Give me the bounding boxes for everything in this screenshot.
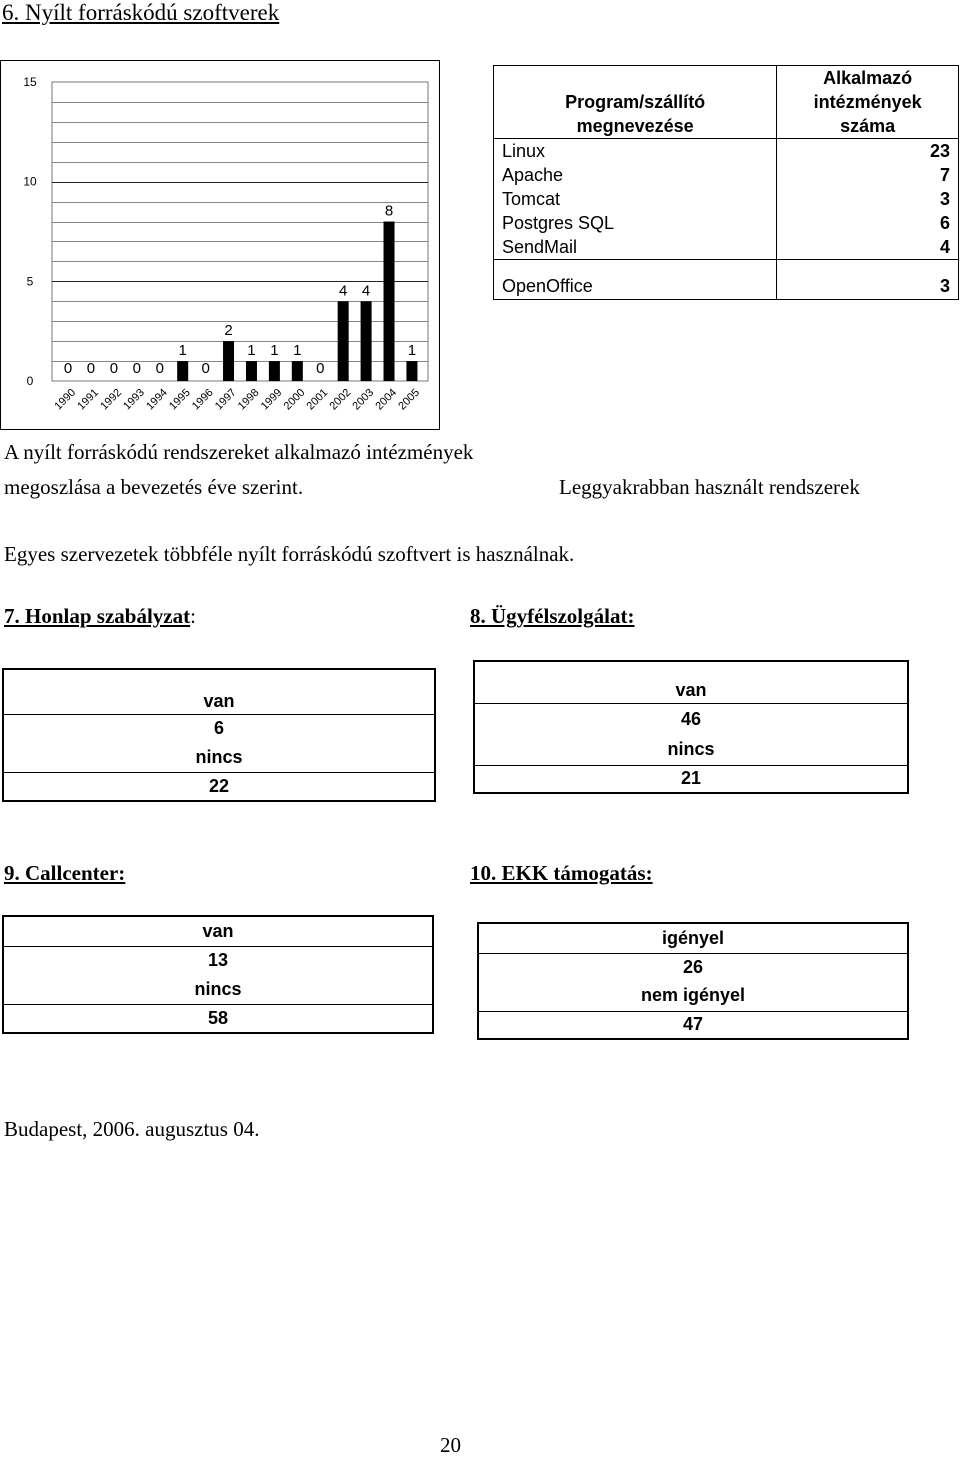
cell-label: van bbox=[203, 690, 235, 711]
x-tick-label: 1994 bbox=[144, 386, 170, 413]
bar-chart bbox=[0, 60, 440, 430]
data-label: 0 bbox=[109, 360, 119, 377]
data-label: 1 bbox=[247, 342, 256, 360]
cell-value: 6 bbox=[3, 714, 435, 743]
section-6-title: 6. Nyílt forráskódú szoftverek bbox=[2, 0, 280, 25]
x-tick-label: 1990 bbox=[52, 386, 79, 413]
x-tick-label: 2002 bbox=[327, 386, 354, 413]
row-count: 3 bbox=[777, 260, 959, 300]
section-10-table bbox=[477, 922, 909, 1040]
y-tick-label: 5 bbox=[26, 274, 34, 289]
row-name: OpenOffice bbox=[494, 260, 777, 300]
bar bbox=[384, 222, 395, 381]
data-label: 1 bbox=[407, 342, 417, 360]
data-label: 1 bbox=[293, 342, 302, 360]
cell-value: 21 bbox=[474, 765, 908, 793]
data-label: 8 bbox=[384, 202, 394, 220]
row-name: Apache bbox=[502, 164, 564, 185]
data-label: 0 bbox=[316, 360, 325, 377]
program-table bbox=[493, 65, 959, 300]
y-tick-label: 0 bbox=[26, 374, 34, 388]
section-7-table bbox=[2, 668, 436, 802]
y-tick-label: 10 bbox=[23, 174, 37, 189]
section-9-title: 9. Callcenter: bbox=[4, 861, 126, 885]
cell-label: nincs bbox=[195, 746, 243, 767]
data-label: 0 bbox=[201, 360, 210, 377]
data-label: 4 bbox=[361, 282, 371, 300]
x-tick-label: 1998 bbox=[235, 386, 262, 413]
cell-label: van bbox=[202, 920, 234, 941]
cell-value: 26 bbox=[478, 953, 908, 981]
cell-value: 58 bbox=[3, 1004, 433, 1033]
row-count: 7 bbox=[777, 163, 959, 187]
data-label: 0 bbox=[155, 360, 164, 377]
cell-value: 22 bbox=[3, 772, 435, 801]
section-7-title bbox=[4, 604, 196, 629]
x-tick-label: 1993 bbox=[121, 386, 147, 413]
x-tick-label: 1996 bbox=[189, 386, 216, 413]
bar bbox=[223, 341, 234, 381]
row-name: Postgres SQL bbox=[502, 212, 615, 233]
row-name: SendMail bbox=[502, 236, 578, 257]
cell-label: van bbox=[675, 679, 707, 700]
section-10-title: 10. EKK támogatás: bbox=[470, 861, 653, 885]
cell-label: nincs bbox=[667, 739, 715, 760]
x-tick-label: 2005 bbox=[396, 386, 423, 413]
bar bbox=[269, 361, 280, 381]
cell-label: nem igényel bbox=[640, 985, 746, 1006]
row-count: 6 bbox=[777, 211, 959, 235]
row-name: Linux bbox=[494, 139, 777, 164]
bar bbox=[406, 361, 417, 381]
bar bbox=[177, 361, 188, 381]
data-label: 0 bbox=[63, 360, 73, 377]
section-7-title-text: 7. Honlap szabályzat bbox=[4, 604, 191, 628]
x-tick-label: 1992 bbox=[98, 386, 125, 413]
row-count: 4 bbox=[777, 235, 959, 260]
cell-value: 13 bbox=[3, 946, 433, 975]
note-text: Egyes szervezetek többféle nyílt forráskódú szoftvert is használnak. bbox=[4, 542, 575, 566]
row-count: 3 bbox=[777, 187, 959, 211]
row-name: Tomcat bbox=[502, 188, 561, 209]
cell-label: nincs bbox=[194, 978, 242, 999]
chart-caption-line1: A nyílt forráskódú rendszereket alkalmazó intézmények bbox=[4, 440, 474, 464]
x-tick-label: 2004 bbox=[373, 386, 400, 413]
x-tick-label: 1997 bbox=[212, 386, 239, 413]
bar bbox=[246, 361, 257, 381]
bar bbox=[338, 301, 349, 381]
x-tick-label: 1991 bbox=[75, 386, 102, 413]
header-institution-count: Alkalmazó intézmények száma bbox=[777, 66, 959, 139]
plot-area bbox=[52, 82, 428, 381]
header-program-name: Program/szállító megnevezése bbox=[565, 92, 706, 136]
bar bbox=[361, 301, 372, 381]
section-7-colon: : bbox=[190, 604, 196, 628]
cell-label: igényel bbox=[661, 927, 725, 948]
footer-place-date: Budapest, 2006. augusztus 04. bbox=[4, 1117, 260, 1141]
cell-value: 47 bbox=[478, 1011, 908, 1039]
section-9-table bbox=[2, 915, 434, 1034]
section-8-table bbox=[473, 660, 909, 794]
row-count: 23 bbox=[777, 139, 959, 164]
data-label: 0 bbox=[86, 360, 96, 377]
data-label: 1 bbox=[270, 342, 279, 360]
x-tick-label: 1999 bbox=[258, 386, 285, 413]
x-tick-label: 1995 bbox=[167, 386, 193, 413]
y-tick-label: 15 bbox=[23, 75, 37, 89]
chart-caption-line2: megoszlása a bevezetés éve szerint. bbox=[4, 475, 304, 499]
data-label: 2 bbox=[224, 322, 233, 340]
data-label: 0 bbox=[132, 360, 142, 377]
data-label: 4 bbox=[338, 282, 348, 300]
x-tick-label: 2001 bbox=[304, 386, 331, 413]
data-label: 1 bbox=[178, 342, 187, 360]
page-number: 20 bbox=[440, 1433, 461, 1457]
section-8-title: 8. Ügyfélszolgálat: bbox=[470, 604, 635, 628]
cell-value: 46 bbox=[474, 703, 908, 735]
x-tick-label: 2000 bbox=[281, 386, 308, 413]
x-tick-label: 2003 bbox=[350, 386, 377, 413]
program-table-caption: Leggyakrabban használt rendszerek bbox=[559, 475, 860, 499]
bar bbox=[292, 361, 303, 381]
